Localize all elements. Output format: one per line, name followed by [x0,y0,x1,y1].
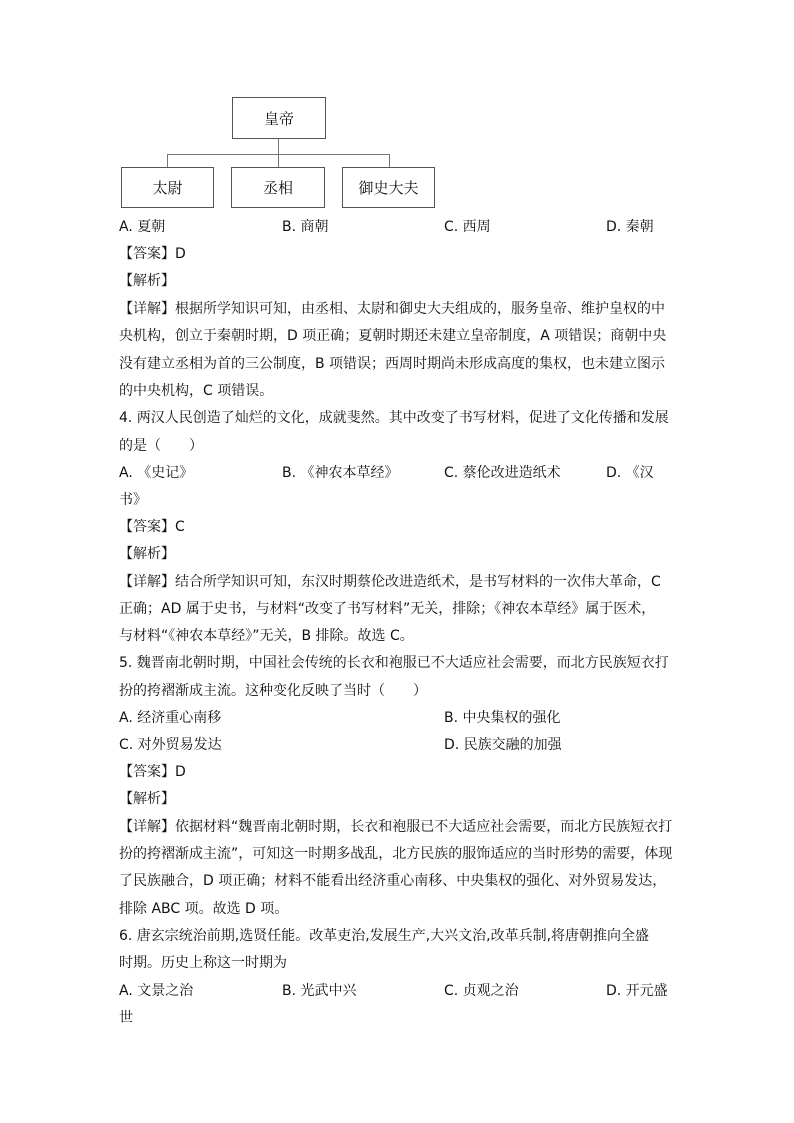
detail-text: 没有建立丞相为首的三公制度，B 项错误；西周时期尚未形成高度的集权，也未建立图示 [119,356,666,372]
diagram-connector [389,154,390,168]
option-a: A. 经济重心南移 [119,710,222,726]
answer-label: 【答案】D [119,764,186,780]
option-c: C. 对外贸易发达 [119,737,222,753]
question-stem: 5. 魏晋南北朝时期，中国社会传统的长衣和袍服已不大适应社会需要，而北方民族短衣打 [119,655,669,671]
detail-text: 【详解】结合所学知识可知，东汉时期蔡伦改进造纸术，是书写材料的一次伟大革命，C [119,574,661,590]
detail-text: 排除 ABC 项。故选 D 项。 [119,901,289,917]
option-c: C. 蔡伦改进造纸术 [444,465,561,481]
option-d: D. 开元盛 [606,983,668,999]
diagram-node-chengxiang: 丞相 [231,167,325,208]
diagram-connector [278,154,279,168]
detail-text: 与材料“《神农本草经》”无关，B 排除。故选 C。 [119,628,414,644]
question-stem: 扮的挎褶渐成主流。这种变化反映了当时（ ） [119,683,427,699]
analysis-label: 【解析】 [119,273,175,289]
option-b: B. 商朝 [282,219,329,235]
diagram-connector [167,154,168,168]
diagram-node-emperor: 皇帝 [232,97,326,139]
option-c: C. 西周 [444,219,491,235]
diagram-connector [278,139,279,154]
option-b: B. 《神农本草经》 [282,465,399,481]
diagram-node-yushidafu: 御史大夫 [342,167,435,208]
option-b: B. 中央集权的强化 [444,710,561,726]
option-d: D. 秦朝 [606,219,654,235]
detail-text: 【详解】根据所学知识可知，由丞相、太尉和御史大夫组成的，服务皇帝、维护皇权的中 [119,301,665,317]
analysis-label: 【解析】 [119,791,175,807]
detail-text: 了民族融合，D 项正确；材料不能看出经济重心南移、中央集权的强化、对外贸易发达， [119,873,667,889]
option-d: D. 民族交融的加强 [444,737,562,753]
question-stem: 的是（ ） [119,438,203,454]
question-stem: 时期。历史上称这一时期为 [119,955,287,971]
answer-label: 【答案】C [119,519,185,535]
option-a: A. 夏朝 [119,219,166,235]
option-c: C. 贞观之治 [444,983,519,999]
question-stem: 6. 唐玄宗统治前期,选贤任能。改革吏治,发展生产,大兴文治,改革兵制,将唐朝推向全盛 [119,928,650,944]
diagram-node-taiwei: 太尉 [121,167,214,208]
option-a: A. 《史记》 [119,465,194,481]
option-d-wrap: 书》 [119,492,147,508]
option-a: A. 文景之治 [119,983,194,999]
detail-text: 央机构，创立于秦朝时期，D 项正确；夏朝时期还未建立皇帝制度，A 项错误；商朝中央 [119,328,667,344]
detail-text: 【详解】依据材料“魏晋南北朝时期，长衣和袍服已不大适应社会需要，而北方民族短衣打 [119,819,673,835]
detail-text: 扮的挎褶渐成主流”，可知这一时期多战乱，北方民族的服饰适应的当时形势的需要，体现 [119,846,673,862]
option-b: B. 光武中兴 [282,983,357,999]
analysis-label: 【解析】 [119,546,175,562]
option-d-wrap: 世 [119,1010,133,1026]
detail-text: 正确；AD 属于史书，与材料“改变了书写材料”无关，排除；《神农本草经》属于医术， [119,601,656,617]
detail-text: 的中央机构，C 项错误。 [119,383,274,399]
question-stem: 4. 两汉人民创造了灿烂的文化，成就斐然。其中改变了书写材料，促进了文化传播和发展 [119,410,669,426]
answer-label: 【答案】D [119,246,186,262]
option-d: D. 《汉 [606,465,654,481]
